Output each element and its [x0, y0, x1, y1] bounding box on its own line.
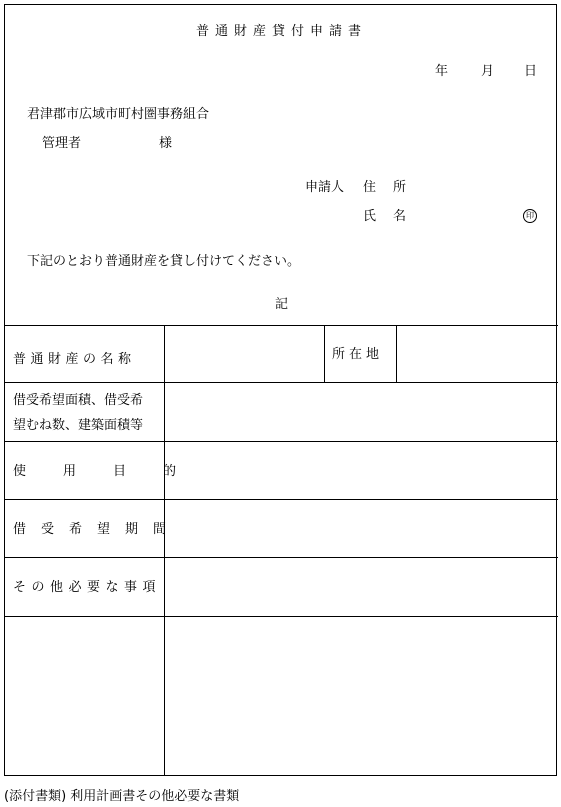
addressee-role: 管理者 [42, 136, 82, 151]
address-label-2: 所 [393, 180, 407, 195]
name-label-2: 名 [393, 209, 407, 224]
location-field[interactable] [401, 335, 551, 375]
seal-mark-icon: 印 [523, 209, 537, 223]
applicant-label: 申請人 [305, 180, 345, 195]
date-day-label: 日 [524, 64, 538, 79]
row-divider [5, 441, 558, 442]
row-label-text: 普通財産の名称 [13, 352, 136, 367]
label-column-divider [164, 325, 165, 776]
other-field[interactable] [169, 564, 549, 609]
address-label-1: 住 [363, 180, 377, 195]
row-divider [5, 616, 558, 617]
row-label-property-name [13, 348, 156, 367]
row-label-area-line1: 借受希望面積、借受希 [13, 393, 144, 408]
table-top-border [5, 325, 558, 326]
row-label-period: 借受希望期間 [13, 522, 182, 537]
location-label-right-divider [396, 325, 397, 382]
row-divider [5, 382, 558, 383]
period-field[interactable] [169, 506, 549, 551]
application-form [4, 4, 557, 776]
row-label-purpose: 使用目的 [13, 464, 214, 479]
purpose-field[interactable] [169, 448, 549, 493]
row-label-area-line2: 望むね数、建築面積等 [13, 418, 144, 433]
blank-field[interactable] [169, 623, 549, 768]
row-label-other: その他必要な事項 [13, 580, 162, 595]
request-text: 下記のとおり普通財産を貸し付けてください。 [27, 254, 301, 269]
property-name-field[interactable] [169, 335, 319, 375]
attachment-note: (添付書類) 利用計画書その他必要な書類 [4, 789, 240, 804]
addressee-suffix: 様 [159, 136, 173, 151]
addressee-organization: 君津郡市広域市町村圏事務組合 [27, 107, 210, 122]
form-title: 普通財産貸付申請書 [195, 24, 367, 39]
area-field[interactable] [169, 390, 549, 435]
row-divider [5, 499, 558, 500]
row-divider [5, 557, 558, 558]
ki-heading: 記 [275, 297, 289, 312]
location-label: 所在地 [332, 347, 384, 362]
location-label-left-divider [324, 325, 325, 382]
name-label-1: 氏 [363, 209, 377, 224]
date-year-label: 年 [435, 64, 449, 79]
date-month-label: 月 [481, 64, 495, 79]
